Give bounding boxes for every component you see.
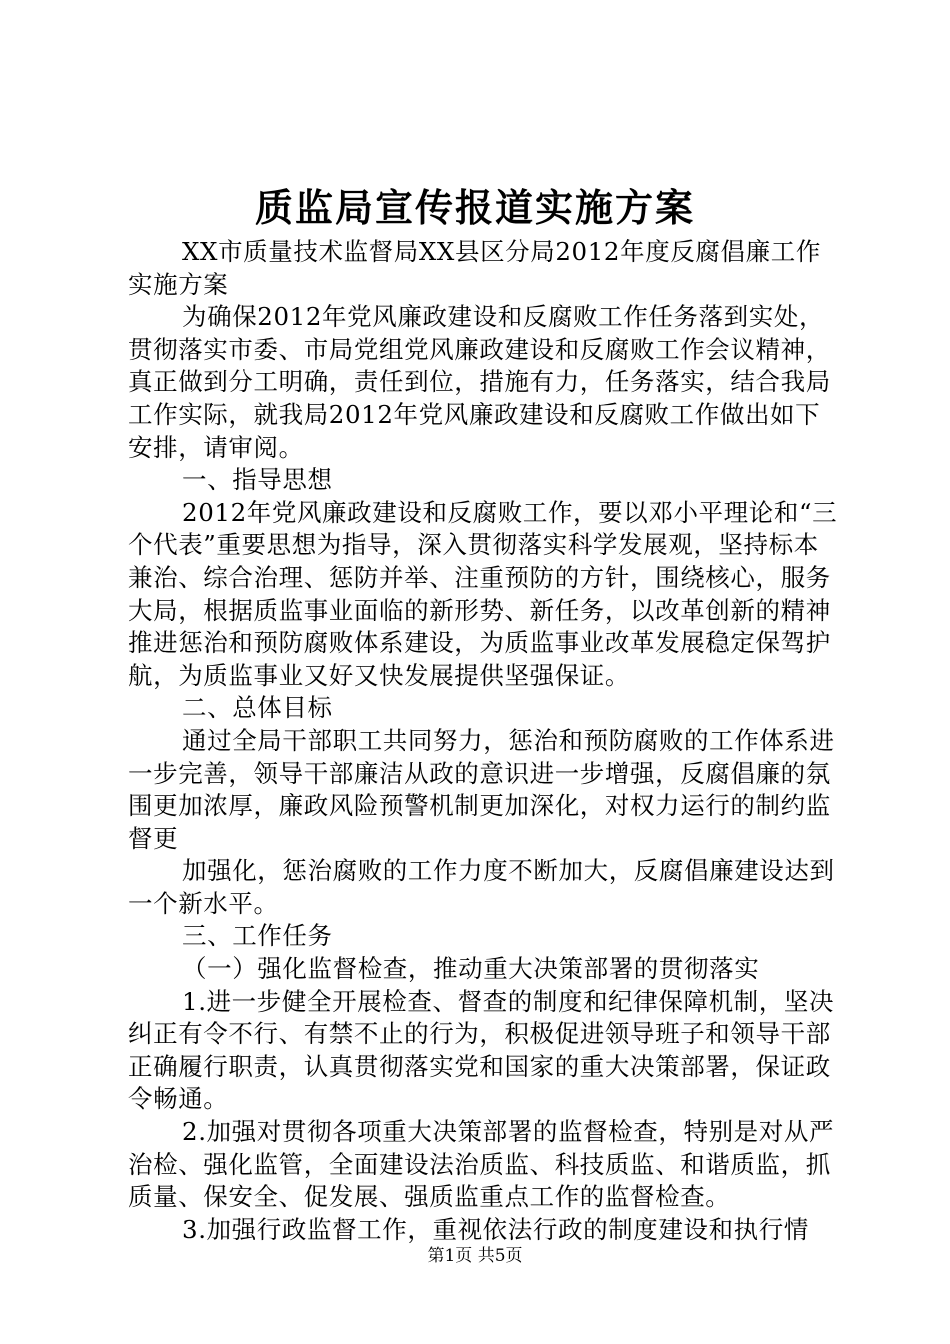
task-item-3: 3.加强行政监督工作，重视依法行政的制度建设和执行情 bbox=[182, 1214, 809, 1244]
paragraph-intro: 为确保2012年党风廉政建设和反腐败工作任务落到实处，贯彻落实市委、市局党组党风廉政建设和反腐败工作会议精神，真正做到分工明确，责任到位，措施有力，任务落实，结合我局工作实际，就我局2012年党风廉政建设和反腐败工作做出如下安排，请审阅。 bbox=[128, 302, 831, 462]
subsection-heading-1: （一）强化监督检查，推动重大决策部署的贯彻落实 bbox=[182, 954, 760, 984]
section-heading-3: 三、工作任务 bbox=[182, 921, 333, 951]
task-item-1: 1.进一步健全开展检查、督查的制度和纪律保障机制，坚决纠正有令不行、有禁不止的行为，积极促进领导班子和领导干部正确履行职责，认真贯彻落实党和国家的重大决策部署，保证政令畅通。 bbox=[128, 986, 835, 1114]
page-footer: 第1页 共5页 bbox=[427, 1246, 523, 1266]
section-heading-2: 二、总体目标 bbox=[182, 693, 333, 723]
paragraph-subtitle: XX市质量技术监督局XX县区分局2012年度反腐倡廉工作实施方案 bbox=[128, 237, 821, 299]
page-title: 质监局宣传报道实施方案 bbox=[254, 185, 695, 230]
section-heading-1: 一、指导思想 bbox=[182, 465, 333, 495]
document-body bbox=[128, 236, 840, 1246]
task-item-2: 2.加强对贯彻各项重大决策部署的监督检查，特别是对从严治检、强化监管，全面建设法治质监、科技质监、和谐质监，抓质量、保安全、促发展、强质监重点工作的监督检查。 bbox=[128, 1117, 835, 1212]
paragraph-guiding-thought: 2012年党风廉政建设和反腐败工作，要以邓小平理论和“三个代表”重要思想为指导，深入贯彻落实科学发展观，坚持标本兼治、综合治理、惩防并举、注重预防的方针，围绕核心，服务大局，根据质监事业面临的新形势、新任务，以改革创新的精神推进惩治和预防腐败体系建设，为质监事业改革发展稳定保驾护航，为质监事业又好又快发展提供坚强保证。 bbox=[128, 497, 838, 690]
paragraph-overall-goal: 通过全局干部职工共同努力，惩治和预防腐败的工作体系进一步完善，领导干部廉洁从政的意识进一步增强，反腐倡廉的氛围更加浓厚，廉政风险预警机制更加深化，对权力运行的制约监督更 bbox=[128, 725, 835, 853]
paragraph-overall-goal-cont: 加强化，惩治腐败的工作力度不断加大，反腐倡廉建设达到一个新水平。 bbox=[128, 856, 835, 918]
